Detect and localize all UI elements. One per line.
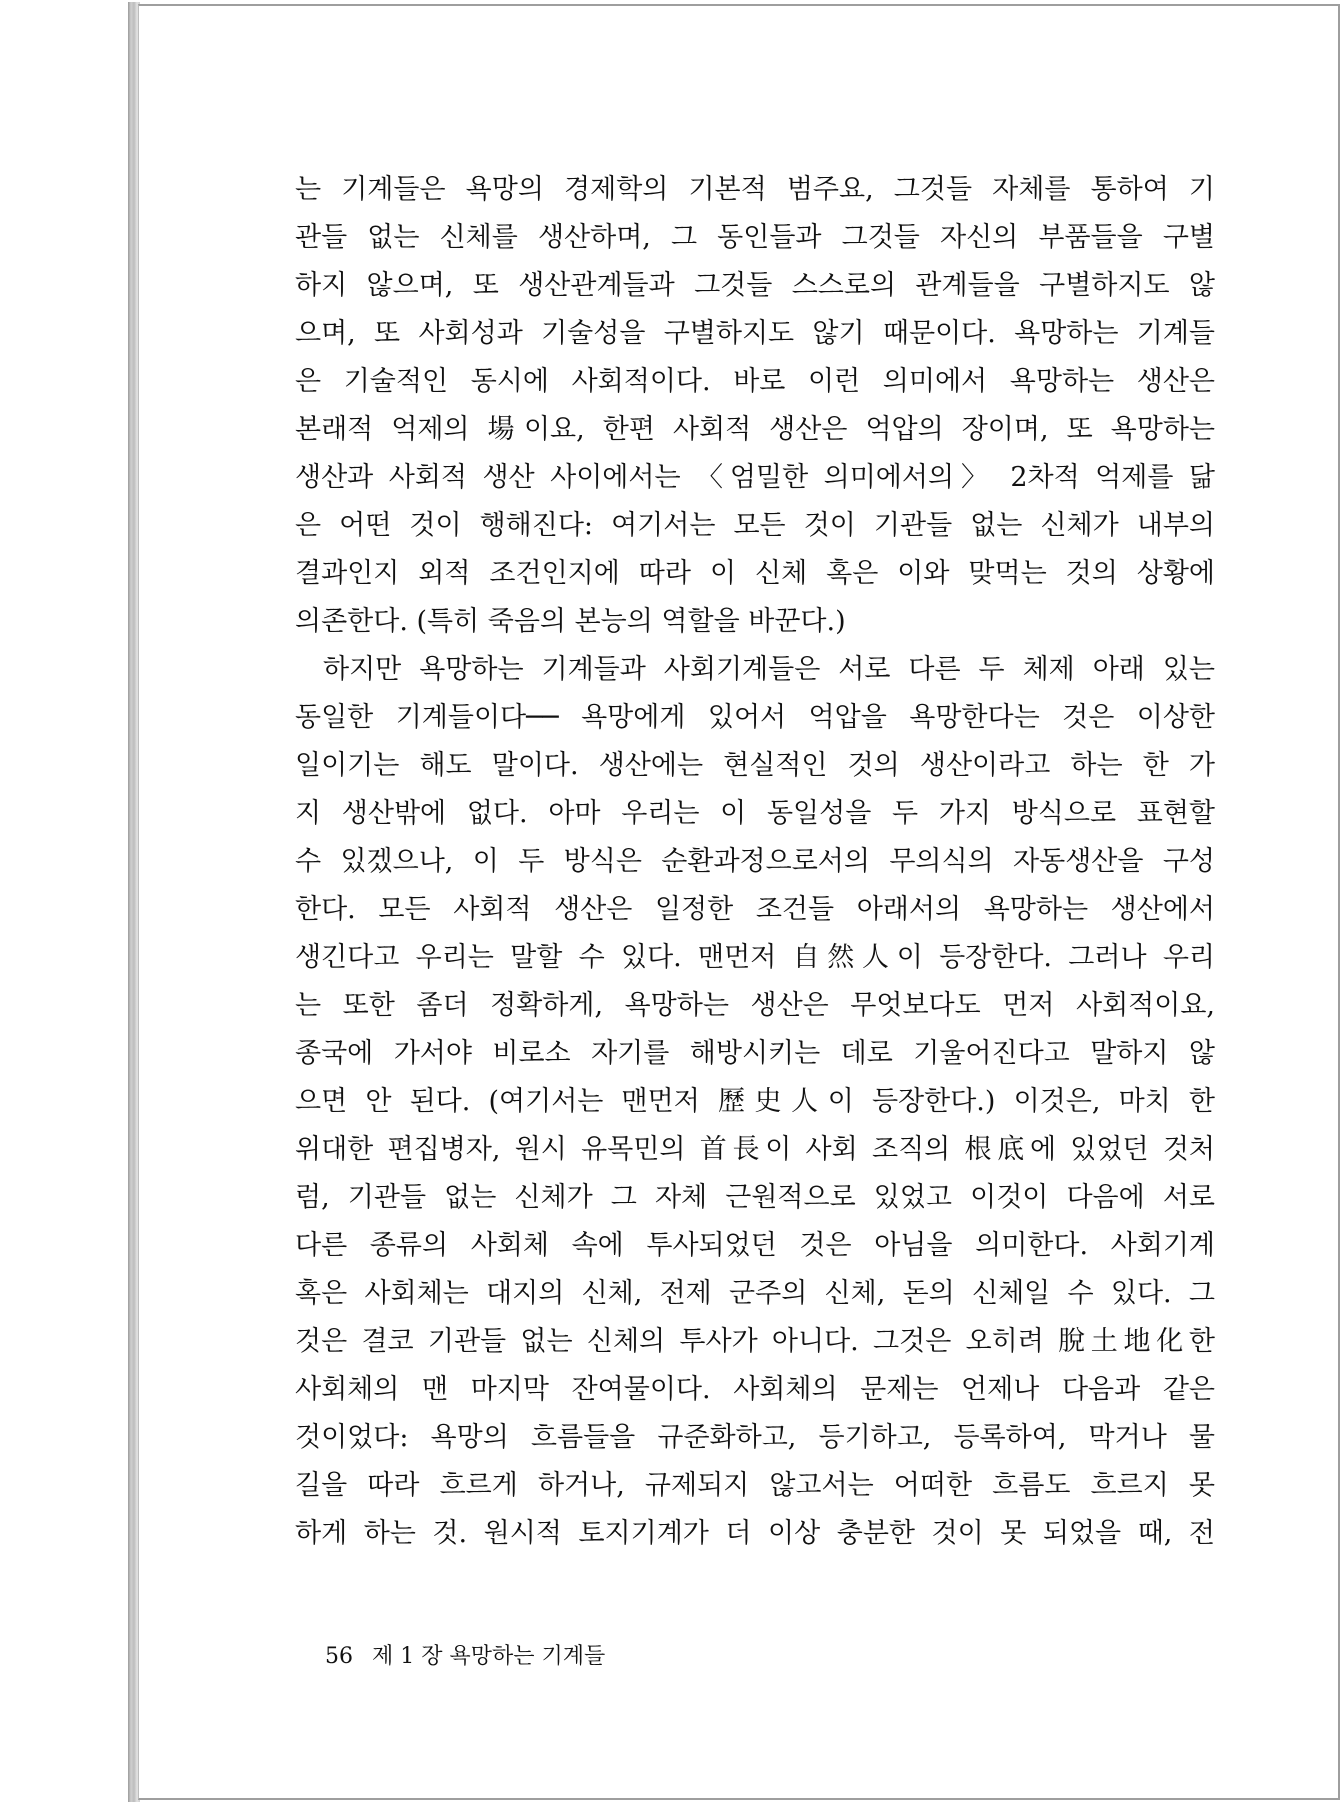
text-line: 생긴다고 우리는 말할 수 있다. 맨먼저 自然人이 등장한다. 그러나 우리 bbox=[295, 942, 1215, 973]
text-line: 종국에 가서야 비로소 자기를 해방시키는 데로 기울어진다고 말하지 않 bbox=[295, 1038, 1215, 1069]
text-line: 본래적 억제의 場이요, 한편 사회적 생산은 억압의 장이며, 또 욕망하는 bbox=[295, 414, 1215, 445]
text-line: 하지만 욕망하는 기계들과 사회기계들은 서로 다른 두 체제 아래 있는 bbox=[323, 654, 1215, 685]
text-line: 지 생산밖에 없다. 아마 우리는 이 동일성을 두 가지 방식으로 표현할 bbox=[295, 798, 1215, 829]
text-line: 으며, 또 사회성과 기술성을 구별하지도 않기 때문이다. 욕망하는 기계들 bbox=[295, 318, 1215, 349]
text-line: 사회체의 맨 마지막 잔여물이다. 사회체의 문제는 언제나 다음과 같은 bbox=[295, 1374, 1215, 1405]
text-line: 것이었다: 욕망의 흐름들을 규준화하고, 등기하고, 등록하여, 막거나 물 bbox=[295, 1422, 1215, 1453]
text-line: 관들 없는 신체를 생산하며, 그 동인들과 그것들 자신의 부품들을 구별 bbox=[295, 222, 1215, 253]
body-text bbox=[295, 166, 1215, 1558]
page-number: 56 bbox=[325, 1644, 353, 1669]
text-line: 길을 따라 흐르게 하거나, 규제되지 않고서는 어떠한 흐름도 흐르지 못 bbox=[295, 1470, 1215, 1501]
text-line: 생산과 사회적 생산 사이에서는 〈엄밀한 의미에서의〉 2차적 억제를 닮 bbox=[295, 462, 1215, 493]
book-page bbox=[138, 4, 1340, 1800]
text-line: 는 또한 좀더 정확하게, 욕망하는 생산은 무엇보다도 먼저 사회적이요, bbox=[295, 990, 1215, 1021]
text-line: 수 있겠으나, 이 두 방식은 순환과정으로서의 무의식의 자동생산을 구성 bbox=[295, 846, 1215, 877]
text-line: 동일한 기계들이다── 욕망에게 있어서 억압을 욕망한다는 것은 이상한 bbox=[295, 702, 1215, 733]
text-line: 한다. 모든 사회적 생산은 일정한 조건들 아래서의 욕망하는 생산에서 bbox=[295, 894, 1215, 925]
text-line: 은 기술적인 동시에 사회적이다. 바로 이런 의미에서 욕망하는 생산은 bbox=[295, 366, 1215, 397]
text-line: 위대한 편집병자, 원시 유목민의 首長이 사회 조직의 根底에 있었던 것처 bbox=[295, 1134, 1215, 1165]
text-line: 는 기계들은 욕망의 경제학의 기본적 범주요, 그것들 자체를 통하여 기 bbox=[295, 174, 1215, 205]
text-line: 하게 하는 것. 원시적 토지기계가 더 이상 충분한 것이 못 되었을 때, 전 bbox=[295, 1518, 1215, 1549]
text-line: 은 어떤 것이 행해진다: 여기서는 모든 것이 기관들 없는 신체가 내부의 bbox=[295, 510, 1215, 541]
text-line: 것은 결코 기관들 없는 신체의 투사가 아니다. 그것은 오히려 脫土地化한 bbox=[295, 1326, 1215, 1357]
text-line: 일이기는 해도 말이다. 생산에는 현실적인 것의 생산이라고 하는 한 가 bbox=[295, 750, 1215, 781]
text-line: 다른 종류의 사회체 속에 투사되었던 것은 아님을 의미한다. 사회기계 bbox=[295, 1230, 1215, 1261]
text-line: 으면 안 된다. (여기서는 맨먼저 歷史人이 등장한다.) 이것은, 마치 한 bbox=[295, 1086, 1215, 1117]
text-line: 하지 않으며, 또 생산관계들과 그것들 스스로의 관계들을 구별하지도 않 bbox=[295, 270, 1215, 301]
text-line: 럼, 기관들 없는 신체가 그 자체 근원적으로 있었고 이것이 다음에 서로 bbox=[295, 1182, 1215, 1213]
text-line: 의존한다. (특히 죽음의 본능의 역할을 바꾼다.) bbox=[295, 606, 846, 637]
text-line: 결과인지 외적 조건인지에 따라 이 신체 혹은 이와 맞먹는 것의 상황에 bbox=[295, 558, 1215, 589]
chapter-title: 제 1 장 욕망하는 기계들 bbox=[372, 1644, 606, 1669]
text-line: 혹은 사회체는 대지의 신체, 전제 군주의 신체, 돈의 신체일 수 있다. 그 bbox=[295, 1278, 1215, 1309]
page-footer bbox=[325, 1639, 605, 1670]
